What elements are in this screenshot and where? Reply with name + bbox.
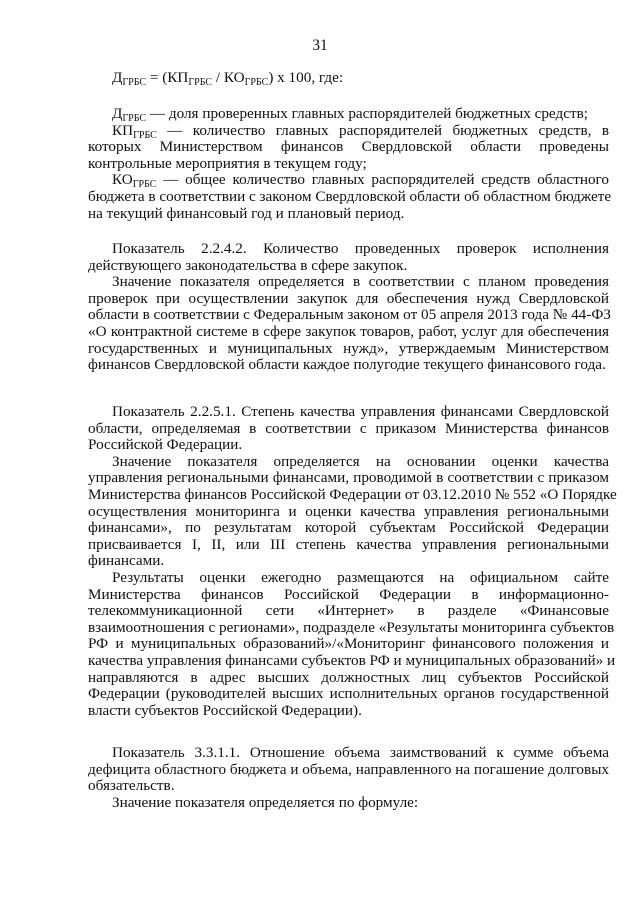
indicator-body-line: Значение показателя определяется по формуле: <box>112 793 419 811</box>
indicator-title-line: действующего законодательства в сфере закупок. <box>88 256 408 274</box>
indicator-body-line: Значение показателя определяется на основании оценки качества <box>112 452 609 470</box>
definitions-block <box>88 105 612 222</box>
definition-ko-grbs-line: бюджета в соответствии с законом Свердловской области об областном бюджете <box>88 187 612 205</box>
indicator-body-line: власти субъектов Российской Федерации). <box>88 701 362 719</box>
formula-gbrs: $Д_{ГРБС} = (КП_{ГРБС} / КО_{ГРБС})$ х 100, где: <box>112 69 344 88</box>
indicator-body-line: РФ и муниципальных образований»/«Мониторинг финансового положения и <box>88 635 609 653</box>
indicator-title-line: Показатель 2.2.4.2. Количество проведенных проверок исполнения <box>112 240 609 257</box>
definition-kp-grbs-line: контрольные мероприятия в текущем году; <box>88 154 367 172</box>
definition-d-grbs: $Д_{ГРБС}$ — доля проверенных главных распорядителей бюджетных средств; <box>112 105 588 124</box>
indicator-3-3-1-1 <box>88 745 609 811</box>
indicator-title-line: дефицита областного бюджета и объема, направленного на погашение долговых <box>88 760 609 778</box>
indicator-body-line: Результаты оценки ежегодно размещаются на официальном сайте <box>112 568 609 586</box>
indicator-body-line: проверок при осуществлении закупок для обеспечения нужд Свердловской <box>88 289 609 307</box>
indicator-body-line: присваивается I, II, или III степень качества управления региональными <box>88 535 609 553</box>
indicator-body-line: Значение показателя определяется в соответствии с планом проведения <box>112 273 609 291</box>
indicator-title-line: Российской Федерации. <box>88 436 243 454</box>
indicator-title-line: Показатель 3.3.1.1. Отношение объема заимствований к сумме объема <box>112 744 609 761</box>
indicator-title-line: обязательств. <box>88 777 175 795</box>
indicator-body-line: осуществления мониторинга и оценки качества управления региональными <box>88 502 609 520</box>
page-number: 31 <box>312 37 328 54</box>
definition-kp-grbs-line: $КП_{ГРБС}$ — количество главных распорядителей бюджетных средств, в <box>112 121 609 141</box>
indicator-body-line: взаимоотношения с регионами», подразделе «Результаты мониторинга субъектов <box>88 618 615 636</box>
indicator-title-line: Показатель 2.2.5.1. Степень качества управления финансами Свердловской <box>112 403 609 420</box>
indicator-body-line: государственных и муниципальных нужд», утверждаемым Министерством <box>88 339 609 357</box>
indicator-body-line: «О контрактной системе в сфере закупок товаров, работ, услуг для обеспечения <box>88 322 609 340</box>
indicator-2-2-5-1 <box>88 403 617 719</box>
indicator-title-line: области, определяемая в соответствии с приказом Министерства финансов <box>88 419 609 437</box>
indicator-body-line: Федерации (руководителей высших исполнительных органов государственной <box>88 685 609 703</box>
indicator-2-2-4-2 <box>88 241 609 374</box>
indicator-body-line: телекоммуникационной сети «Интернет» в разделе «Финансовые <box>88 602 609 620</box>
indicator-body-line: управления региональными финансами, проводимой в соответствии с приказом <box>88 469 609 487</box>
indicator-body-line: области в соответствии с Федеральным законом от 05 апреля 2013 года № 44-ФЗ <box>88 306 611 324</box>
definition-ko-grbs-line: $КО_{ГРБС}$ — общее количество главных распорядителей средств областного <box>112 171 609 191</box>
indicator-body-line: финансами», по результатам которой субъектам Российской Федерации <box>88 519 609 537</box>
indicator-body-line: направляются в адрес высших должностных лиц субъектов Российской <box>88 668 609 686</box>
indicator-body-line: Министерства финансов Российской Федерации в информационно- <box>88 585 609 603</box>
indicator-body-line: качества управления финансами субъектов РФ и муниципальных образований» и <box>88 651 616 669</box>
indicator-body-line: финансов Свердловской области каждое полугодие текущего финансового года. <box>88 356 606 374</box>
definition-ko-grbs-line: на текущий финансовый год и плановый период. <box>88 204 405 222</box>
indicator-body-line: Министерства финансов Российской Федерации от 03.12.2010 № 552 «О Порядке <box>88 485 617 503</box>
indicator-body-line: финансами. <box>88 552 165 570</box>
definition-kp-grbs-line: которых Министерством финансов Свердловской области проведены <box>88 138 609 156</box>
